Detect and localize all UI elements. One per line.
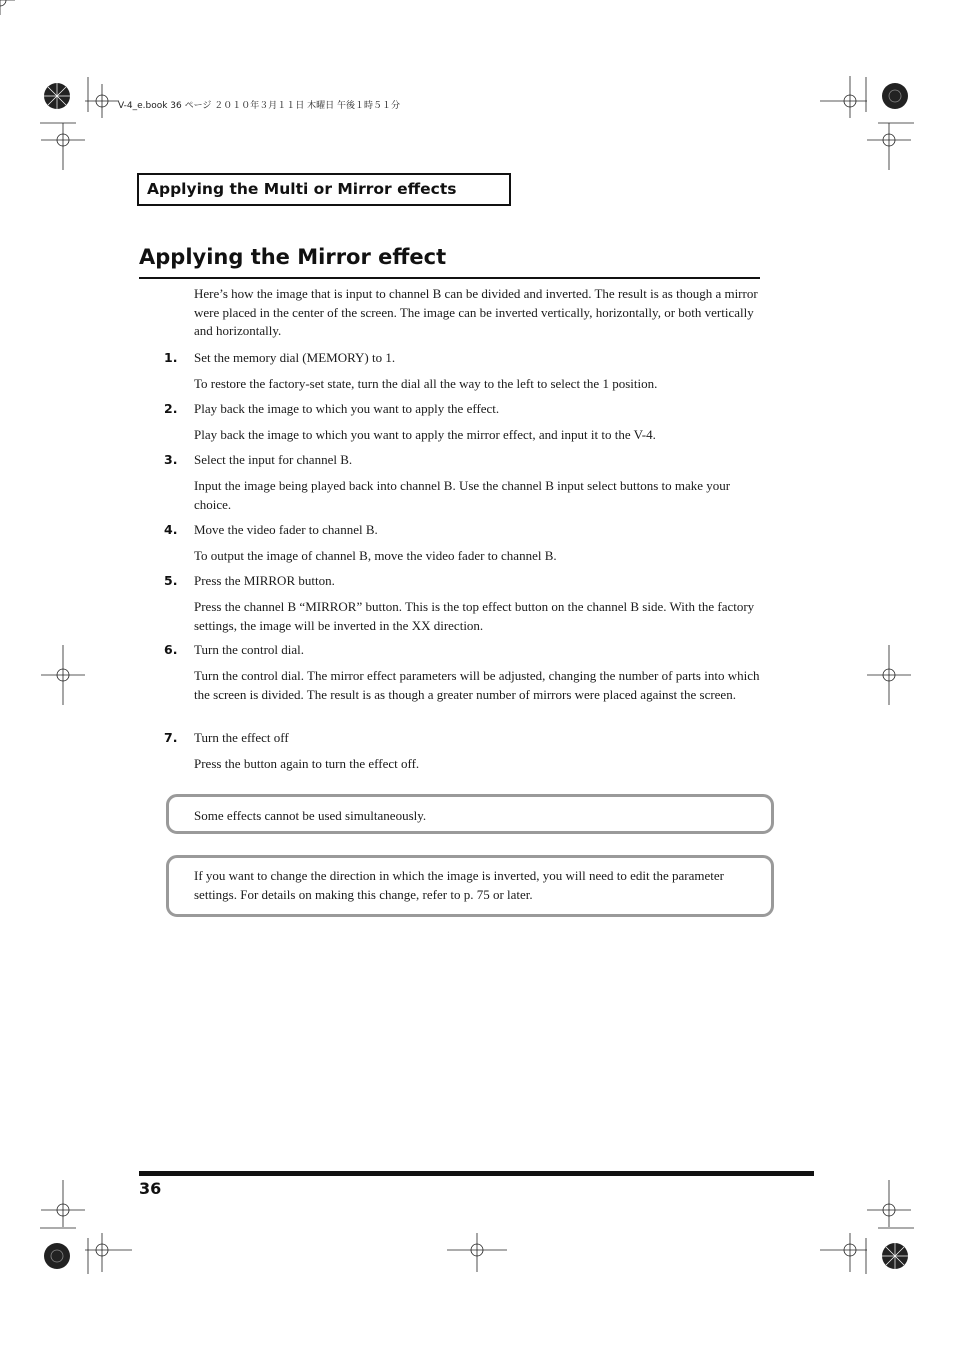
step-number: 5. [164, 573, 178, 588]
step-number: 7. [164, 730, 178, 745]
step-number: 6. [164, 642, 178, 657]
step-detail: Play back the image to which you want to apply the mirror effect, and input it to the V-4. [194, 427, 656, 442]
step-detail: Turn the control dial. The mirror effect parameters will be adjusted, changing the number of parts into which the screen is divided. The result is as though a greater number of mirrors were placed against the screen. [194, 668, 760, 702]
step-title: Turn the control dial. [194, 642, 305, 657]
step-title: Select the input for channel B. [194, 452, 353, 467]
step-detail: To restore the factory-set state, turn the dial all the way to the left to select the 1 position. [194, 376, 658, 391]
note-box [166, 855, 774, 917]
step-number: 3. [164, 452, 178, 467]
section-title: Applying the Multi or Mirror effects [147, 180, 457, 198]
step-detail: Press the button again to turn the effect off. [194, 756, 420, 771]
step-number: 1. [164, 350, 178, 365]
file-info-header: V-4_e.book 36 ページ ２０１０年３月１１日 木曜日 午後１時５１分 [118, 101, 401, 111]
page-number: 36 [139, 1179, 162, 1198]
heading-rule [139, 277, 760, 279]
step-title: Play back the image to which you want to apply the effect. [194, 401, 500, 416]
step-detail: To output the image of channel B, move the video fader to channel B. [194, 548, 557, 563]
step-number: 2. [164, 401, 178, 416]
note-text: Some effects cannot be used simultaneously. [194, 808, 427, 823]
step-title: Press the MIRROR button. [194, 573, 335, 588]
footer-rule [139, 1171, 814, 1176]
step-title: Move the video fader to channel B. [194, 522, 378, 537]
step-title: Turn the effect off [194, 730, 289, 745]
section-title-box [137, 173, 511, 206]
step-detail: Input the image being played back into channel B. Use the channel B input select buttons to make your choice. [194, 478, 731, 512]
page-heading: Applying the Mirror effect [139, 245, 447, 269]
note-box [166, 794, 774, 834]
step-title: Set the memory dial (MEMORY) to 1. [194, 350, 396, 365]
note-text: If you want to change the direction in which the image is inverted, you will need to edit the parameter settings. For details on making this change, refer to p. 75 or later. [194, 868, 724, 902]
step-number: 4. [164, 522, 178, 537]
step-detail: Press the channel B “MIRROR” button. This is the top effect button on the channel B side. With the factory settings, the image will be inverted in the XX direction. [194, 599, 755, 633]
intro-paragraph: Here’s how the image that is input to channel B can be divided and inverted. The result is as though a mirror were placed in the center of the screen. The image can be inverted vertically, horizontally, or both vertically and horizontally. [194, 286, 758, 339]
